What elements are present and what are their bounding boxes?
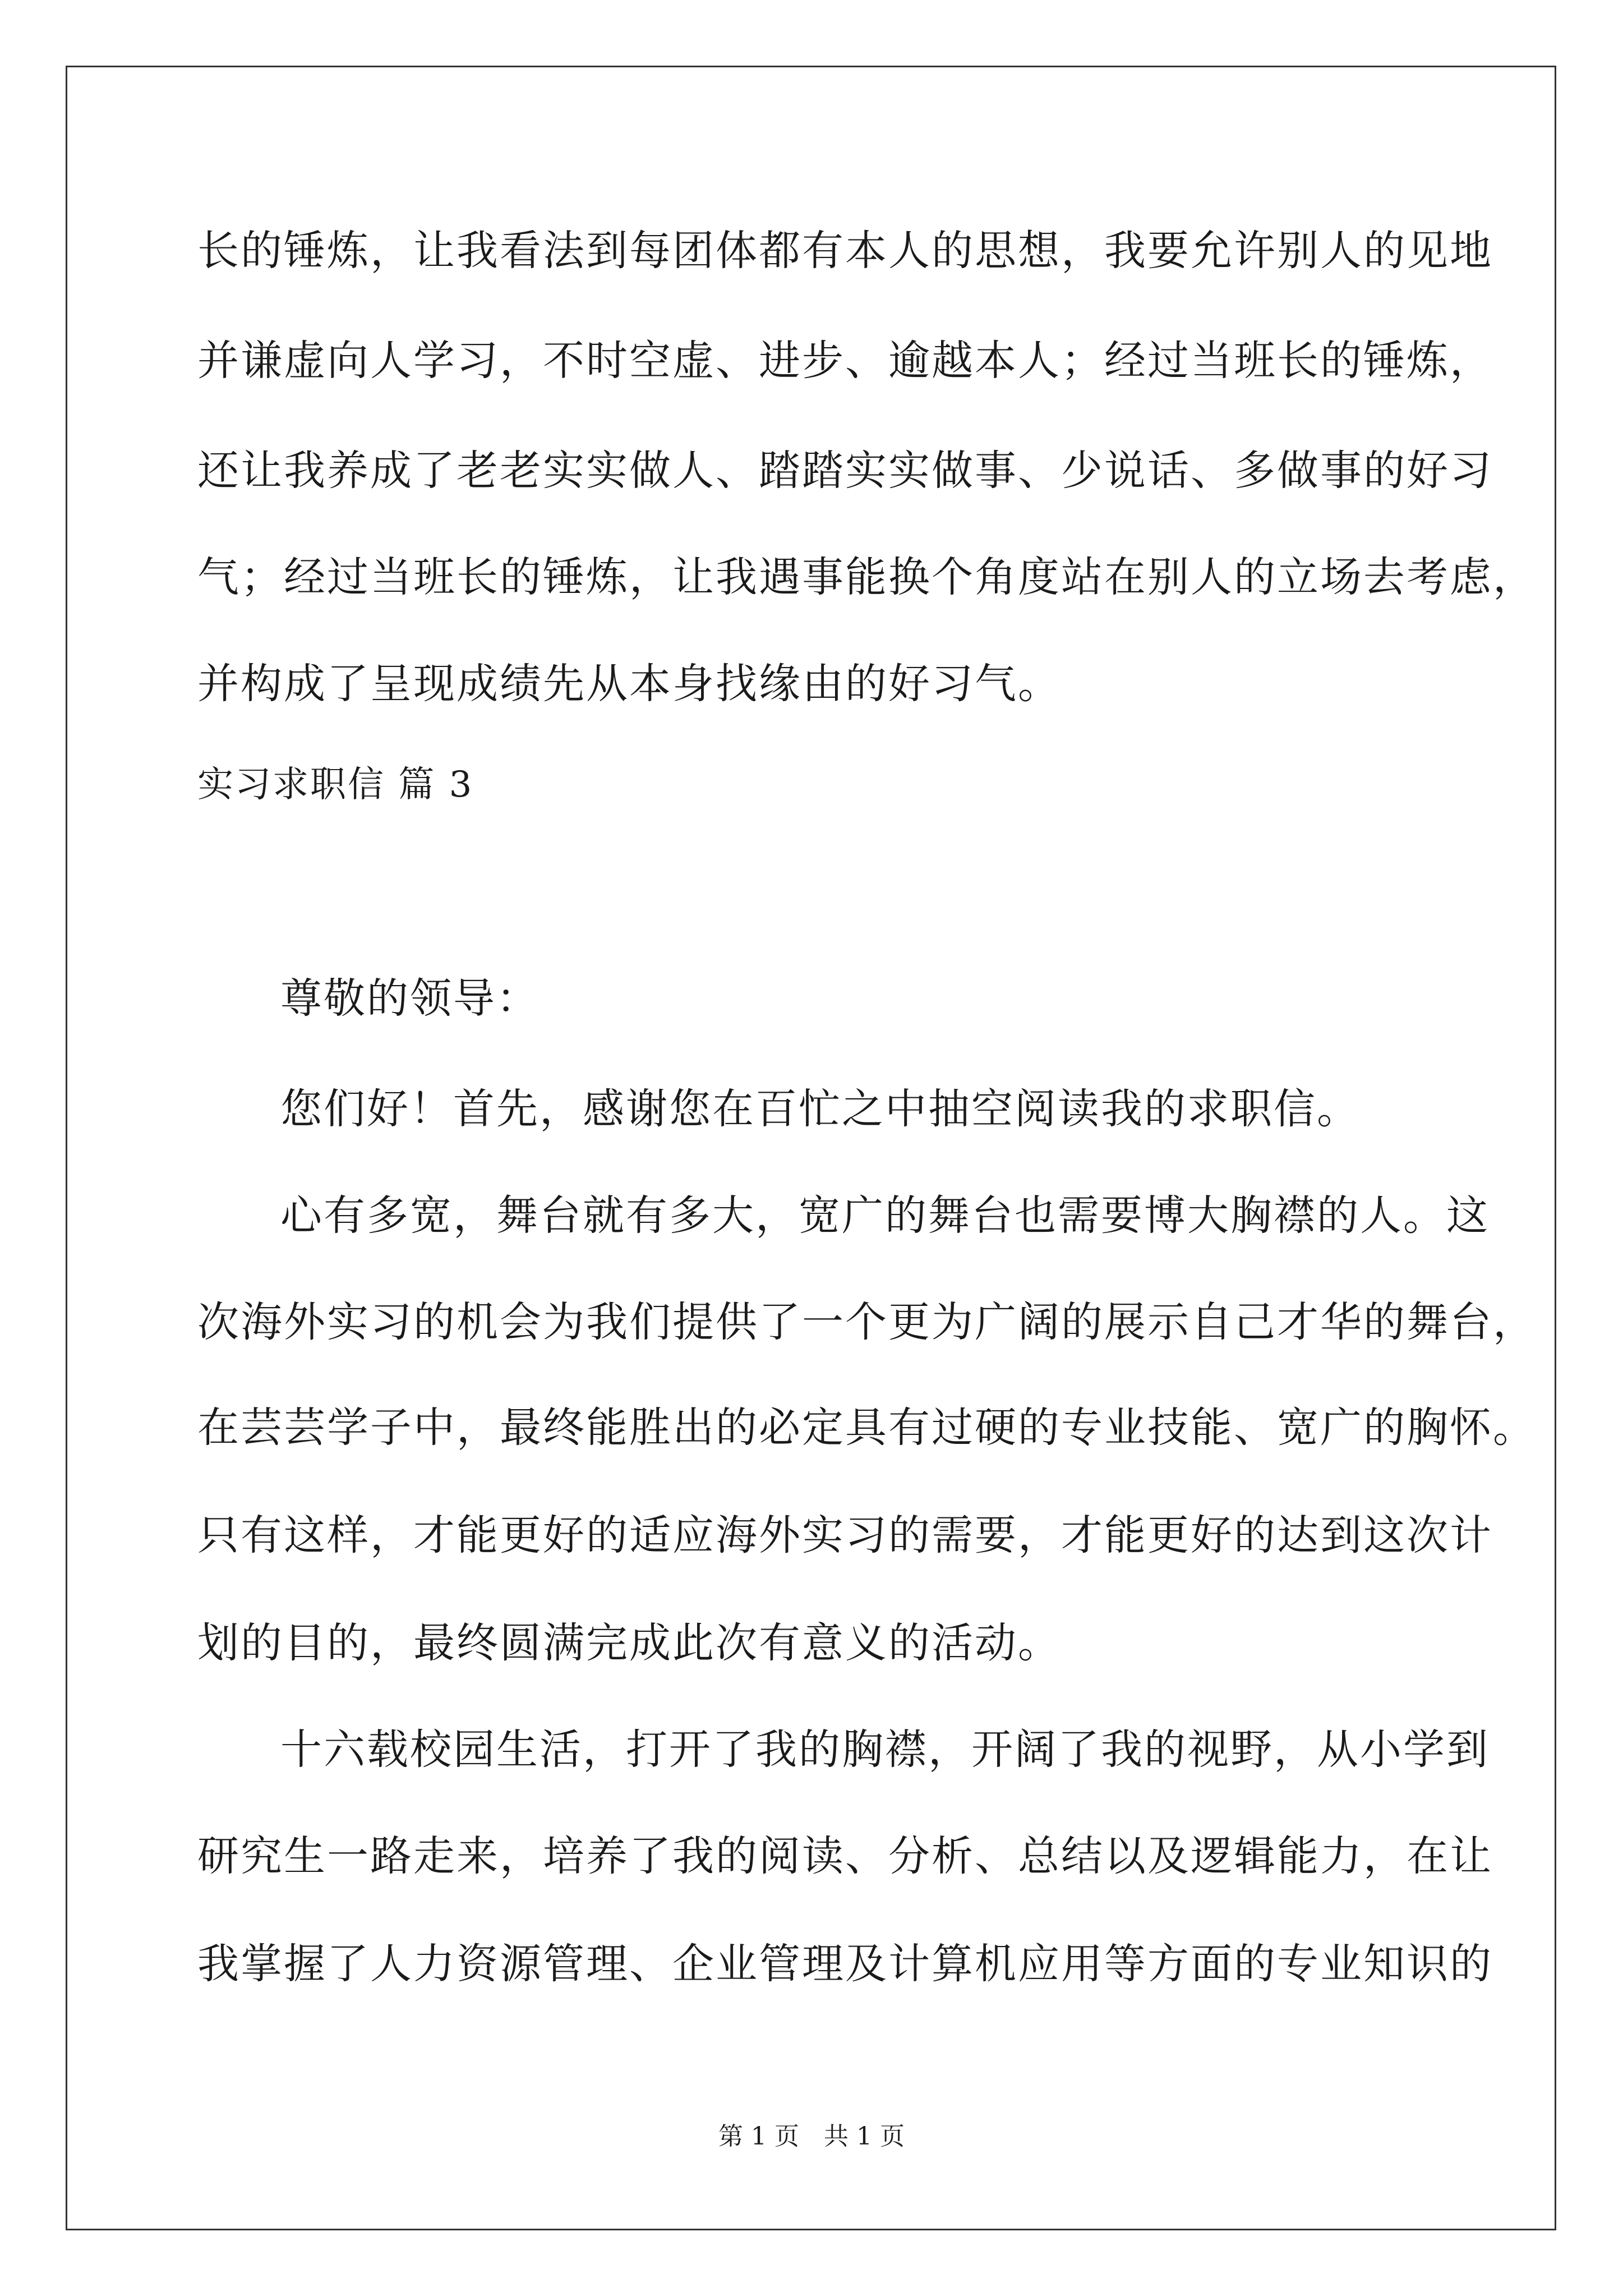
paragraph-line: 在芸芸学子中，最终能胜出的必定具有过硬的专业技能、宽广的胸怀。 [197, 1404, 1536, 1452]
paragraph-line: 划的目的，最终圆满完成此次有意义的活动。 [197, 1619, 1061, 1667]
paragraph-line: 还让我养成了老老实实做人、踏踏实实做事、少说话、多做事的好习 [197, 447, 1493, 495]
paragraph-line: 并构成了呈现成绩先从本身找缘由的好习气。 [197, 660, 1061, 708]
paragraph-line: 心有多宽，舞台就有多大，宽广的舞台也需要博大胸襟的人。这 [280, 1191, 1490, 1240]
page-number: 第 1 页 共 1 页 [718, 2122, 905, 2151]
paragraph-line: 我掌握了人力资源管理、企业管理及计算机应用等方面的专业知识的 [197, 1940, 1493, 1988]
paragraph-line: 次海外实习的机会为我们提供了一个更为广阔的展示自己才华的舞台， [197, 1298, 1536, 1346]
paragraph-line: 并谦虚向人学习，不时空虚、进步、逾越本人；经过当班长的锤炼， [197, 337, 1493, 385]
paragraph-line: 研究生一路走来，培养了我的阅读、分析、总结以及逻辑能力，在让 [197, 1832, 1493, 1880]
paragraph-line: 只有这样，才能更好的适应海外实习的需要，才能更好的达到这次计 [197, 1511, 1493, 1559]
page-border [66, 66, 1556, 2230]
section-heading: 实习求职信 篇 3 [197, 764, 474, 806]
paragraph-line: 气；经过当班长的锤炼，让我遇事能换个角度站在别人的立场去考虑， [197, 553, 1536, 601]
paragraph-line: 十六载校园生活，打开了我的胸襟，开阔了我的视野，从小学到 [280, 1726, 1490, 1774]
salutation: 尊敬的领导： [280, 974, 540, 1023]
greeting: 您们好！首先，感谢您在百忙之中抽空阅读我的求职信。 [280, 1085, 1360, 1133]
paragraph-line: 长的锤炼，让我看法到每团体都有本人的思想，我要允许别人的见地 [197, 227, 1493, 275]
